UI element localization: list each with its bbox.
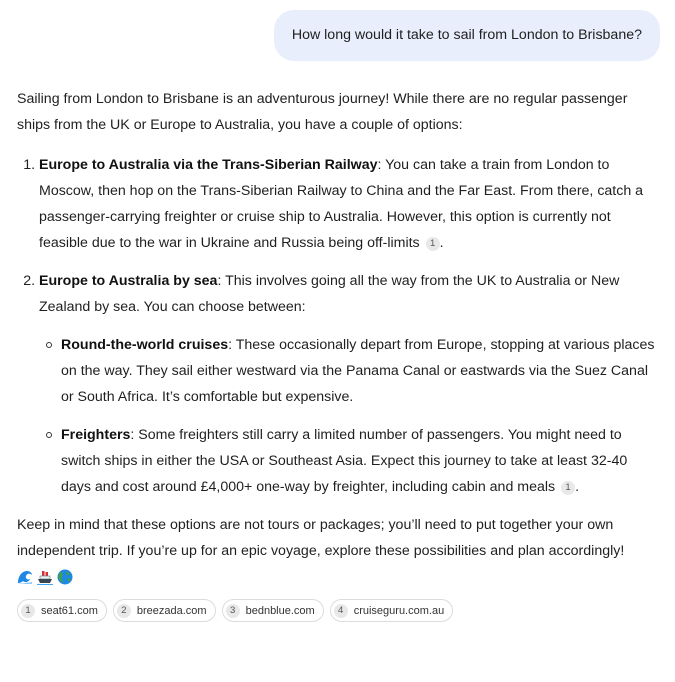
- globe-icon: [57, 569, 73, 585]
- sub-option-title: Freighters: [61, 427, 131, 443]
- source-number: 4: [334, 604, 348, 618]
- option-title: Europe to Australia via the Trans-Siberian Railway: [39, 157, 378, 173]
- ship-icon: [37, 569, 53, 585]
- answer-intro: Sailing from London to Brisbane is an adventurous journey! While there are no regular passenger ships from the UK or Europe to Australia, you have a couple of options:: [17, 91, 628, 133]
- sub-option-item: [61, 422, 657, 500]
- source-label: cruiseguru.com.au: [353, 604, 445, 617]
- source-label: bednblue.com: [245, 604, 315, 617]
- sub-option-text: : These occasionally depart from Europe, stopping at various places on the way. They sail either westward via the Panama Canal or eastwards via the Suez Canal or South Africa. It’s comfortable but expensive.: [61, 337, 655, 405]
- option-text: : You can take a train from London to Moscow, then hop on the Trans-Siberian Railway to China and the Far East. From there, catch a passenger-carrying freighter or cruise ship to Australia. However, this option is currently not feasible due to the war in Ukraine and Russia being off-limits: [39, 157, 644, 251]
- user-message-row: [274, 10, 660, 61]
- sources-row: [17, 599, 453, 622]
- source-number: 3: [226, 604, 240, 618]
- wave-icon: [17, 569, 33, 585]
- emoji-row: [17, 568, 657, 586]
- source-chip[interactable]: [330, 599, 454, 622]
- source-number: 2: [117, 604, 131, 618]
- citation-badge[interactable]: 1: [561, 481, 575, 495]
- source-label: breezada.com: [136, 604, 207, 617]
- source-chip[interactable]: [113, 599, 216, 622]
- source-chip[interactable]: [17, 599, 107, 622]
- citation-badge[interactable]: 1: [426, 237, 440, 251]
- punctuation: .: [575, 479, 580, 495]
- source-number: 1: [21, 604, 35, 618]
- sub-option-text: : Some freighters still carry a limited number of passengers. You might need to switch ships in either the USA or Southeast Asia. Expect this journey to take at least 32-40 days and cost around £4,000+ one-way by freighter, including cabin and meals: [61, 427, 628, 495]
- sub-option-title: Round-the-world cruises: [61, 337, 229, 353]
- option-text: : This involves going all the way from the UK to Australia or New Zealand by sea. You can choose between:: [39, 273, 620, 315]
- user-message-bubble: How long would it take to sail from London to Brisbane?: [274, 10, 660, 61]
- source-label: seat61.com: [41, 604, 98, 617]
- option-item: [39, 268, 657, 500]
- options-list: [17, 152, 657, 500]
- punctuation: .: [439, 235, 444, 251]
- source-chip[interactable]: [222, 599, 324, 622]
- answer-closing: Keep in mind that these options are not tours or packages; you’ll need to put together your own independent trip. If you’re up for an epic voyage, explore these possibilities and plan accordingly!: [17, 517, 625, 559]
- sub-option-item: [61, 332, 657, 410]
- option-title: Europe to Australia by sea: [39, 273, 218, 289]
- option-item: [39, 152, 657, 256]
- sub-options-list: [39, 332, 657, 500]
- assistant-answer: [17, 86, 657, 586]
